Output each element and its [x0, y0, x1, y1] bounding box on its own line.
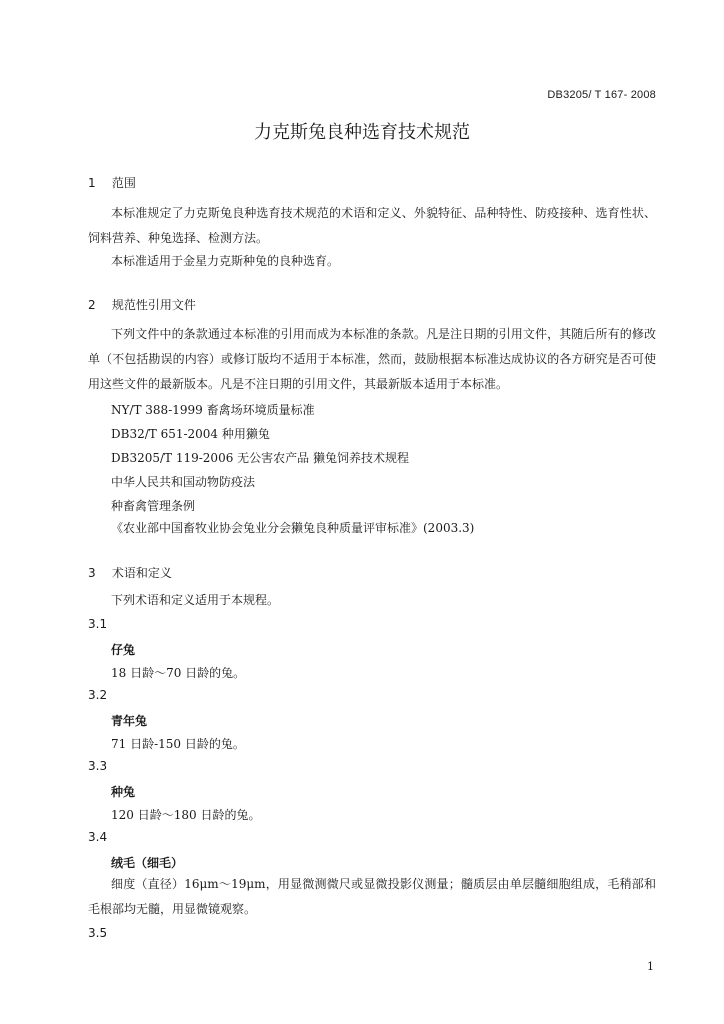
reference-item: 中华人民共和国动物防疫法: [111, 475, 256, 489]
reference-item: DB3205/T 119-2006 无公害农产品 獭兔饲养技术规程: [111, 451, 409, 465]
term-name: 绒毛（细毛）: [111, 856, 184, 870]
section-number: 1: [88, 176, 96, 190]
reference-item: 种畜禽管理条例: [111, 499, 196, 513]
standard-code: DB3205/ T 167- 2008: [547, 89, 656, 101]
term-name: 仔兔: [111, 643, 136, 657]
term-number: 3.4: [88, 830, 108, 844]
section-title: 术语和定义: [111, 566, 172, 580]
document-title: 力克斯兔良种选育技术规范: [254, 122, 470, 143]
reference-item: 《农业部中国畜牧业协会兔业分会獭兔良种质量评审标准》(2003.3): [111, 521, 475, 535]
section-number: 2: [88, 298, 96, 312]
term-name: 青年兔: [111, 714, 148, 728]
term-definition: 18 日龄～70 日龄的兔。: [111, 666, 246, 680]
section-title: 规范性引用文件: [111, 298, 196, 312]
term-number: 3.1: [88, 617, 108, 631]
section-1-scope-paragraph: 本标准适用于金星力克斯种兔的良种选育。: [111, 254, 340, 268]
term-number: 3.2: [88, 688, 108, 702]
term-number: 3.5: [88, 926, 108, 940]
page-number: 1: [647, 960, 654, 973]
term-definition: 细度（直径）16μm～19μm，用显微测微尺或显微投影仪测量；髓质层由单层髓细胞组成，毛稍部和毛根部均无髓，用显微镜观察。: [88, 877, 656, 916]
section-title: 范围: [111, 176, 136, 190]
section-2-heading: [88, 296, 196, 313]
reference-item: DB32/T 651-2004 种用獭兔: [111, 427, 270, 441]
section-1-heading: [88, 174, 136, 191]
section-3-heading: [88, 564, 172, 581]
term-definition: 71 日龄-150 日龄的兔。: [111, 737, 245, 751]
term-definition: 120 日龄～180 日龄的兔。: [111, 808, 261, 822]
section-3-intro: 下列术语和定义适用于本规程。: [111, 593, 280, 607]
term-name: 种兔: [111, 785, 136, 799]
section-2-paragraph: 下列文件中的条款通过本标准的引用而成为本标准的条款。凡是注日期的引用文件，其随后所有的修改单（不包括勘误的内容）或修订版均不适用于本标准，然而，鼓励根据本标准达成协议的各方研究是否可使用这些文件的最新版本。凡是不注日期的引用文件，其最新版本适用于本标准。: [88, 327, 656, 391]
reference-item: NY/T 388-1999 畜禽场环境质量标准: [111, 403, 315, 417]
section-1-paragraph: 本标准规定了力克斯兔良种选育技术规范的术语和定义、外貌特征、品种特性、防疫接种、选育性状、饲料营养、种兔选择、检测方法。: [88, 206, 656, 245]
term-number: 3.3: [88, 759, 108, 773]
section-number: 3: [88, 566, 96, 580]
